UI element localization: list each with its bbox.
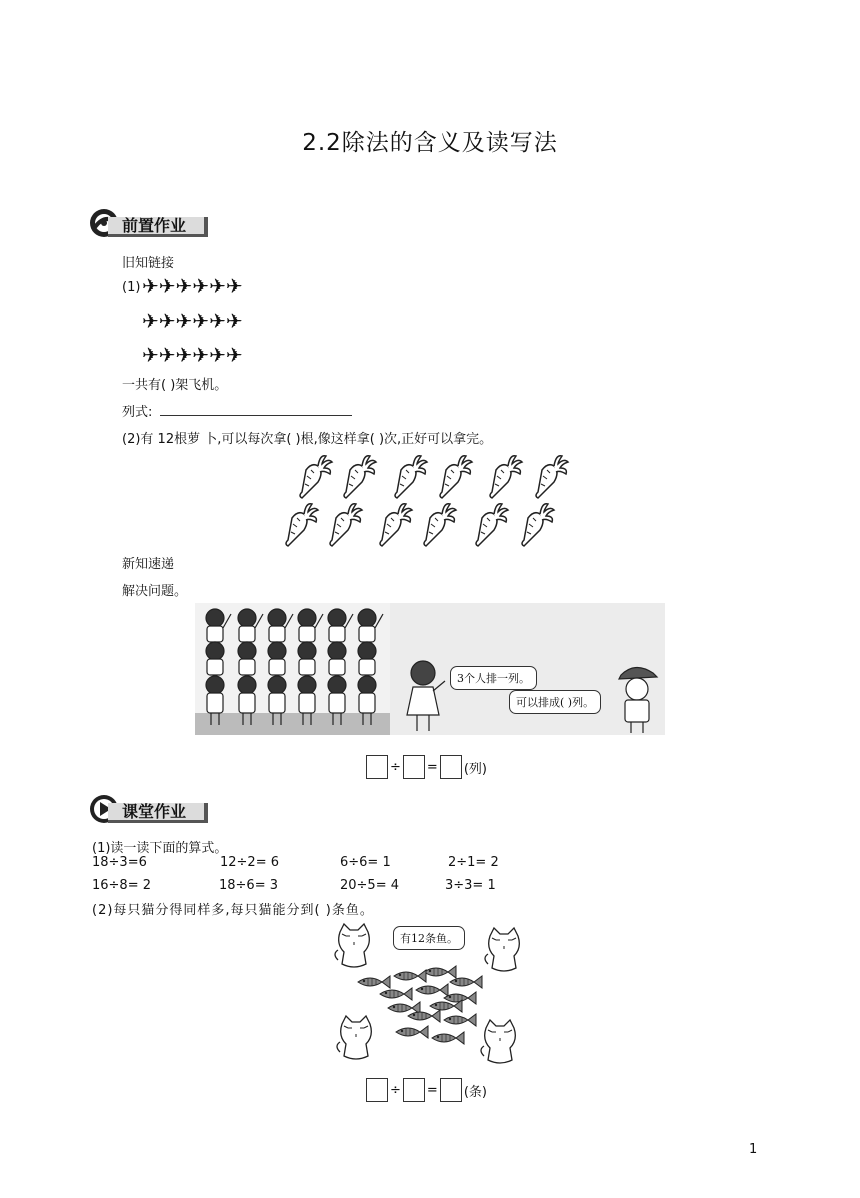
carrot-icon <box>490 456 522 498</box>
equation-unit: (条) <box>463 1084 487 1100</box>
expression: 6÷6= 1 <box>340 855 391 870</box>
fish-icon <box>394 970 426 982</box>
old-knowledge-heading: 旧知链接 <box>122 256 175 271</box>
cat-icon <box>335 924 369 967</box>
carrot-icon <box>395 456 427 498</box>
fish-icon <box>416 984 448 996</box>
divide-sign: ÷ <box>390 1082 401 1098</box>
children-illustration <box>195 603 665 738</box>
section-header-class-label: 课堂作业 <box>122 802 187 821</box>
q2-text: (2)有 12根萝 卜,可以每次拿( )根,像这样拿( )次,正好可以拿完。 <box>122 432 493 447</box>
expression: 2÷1= 2 <box>448 855 499 870</box>
classwork-q1-title: (1)读一读下面的算式。 <box>92 841 228 856</box>
carrot-icon <box>522 504 554 546</box>
fish-icon <box>358 976 390 988</box>
carrot-icon <box>536 456 568 498</box>
q1-answer-text: 一共有( )架飞机。 <box>122 378 228 393</box>
carrot-icon <box>286 504 318 546</box>
carrot-icon <box>476 504 508 546</box>
plane-icon: ✈ <box>142 274 159 298</box>
plane-icon: ✈ <box>225 274 243 298</box>
page-number: 1 <box>749 1142 758 1157</box>
new-knowledge-task: 解决问题。 <box>122 584 188 599</box>
plane-icon: ✈ <box>142 309 159 333</box>
carrot-icon <box>300 456 332 498</box>
speech-bubble-fish: 有12条鱼。 <box>393 926 465 950</box>
answer-box-quotient[interactable] <box>440 1078 462 1102</box>
formula-label: 列式: <box>122 405 153 420</box>
divide-sign: ÷ <box>390 759 401 775</box>
equation-fish <box>366 1078 487 1102</box>
plane-row <box>142 311 243 331</box>
section-header-class <box>88 793 218 827</box>
q1-prefix: (1) <box>122 280 141 295</box>
cat-icon <box>481 1020 515 1063</box>
fish-icon <box>444 1014 476 1026</box>
fish-icon <box>424 966 456 978</box>
answer-box-quotient[interactable] <box>440 755 462 779</box>
plane-icon: ✈ <box>175 309 193 333</box>
plane-icon: ✈ <box>192 274 210 298</box>
plane-icon: ✈ <box>158 309 176 333</box>
section-header-pre-label: 前置作业 <box>122 216 187 235</box>
answer-box-divisor[interactable] <box>403 1078 425 1102</box>
plane-row <box>142 345 243 365</box>
plane-icon: ✈ <box>158 343 176 367</box>
expression: 3÷3= 1 <box>445 878 496 893</box>
formula-answer-line[interactable] <box>160 414 352 416</box>
carrots-illustration <box>280 450 600 550</box>
answer-box-dividend[interactable] <box>366 1078 388 1102</box>
fish-icon <box>450 976 482 988</box>
plane-icon: ✈ <box>225 309 243 333</box>
fish-icon <box>432 1032 464 1044</box>
fish-icon <box>408 1010 440 1022</box>
expression: 20÷5= 4 <box>340 878 400 893</box>
page-title: 2.2除法的含义及读写法 <box>302 130 558 156</box>
fish-icon <box>380 988 412 1000</box>
plane-icon: ✈ <box>209 343 226 367</box>
carrot-icon <box>330 504 362 546</box>
equals-sign: = <box>426 1082 438 1098</box>
cat-icon <box>485 928 519 971</box>
classwork-q2-text: (2)每只猫分得同样多,每只猫能分到( )条鱼。 <box>92 903 374 918</box>
plane-row <box>142 276 243 296</box>
new-knowledge-heading: 新知速递 <box>122 557 175 572</box>
plane-icon: ✈ <box>225 343 243 367</box>
plane-icon: ✈ <box>158 274 176 298</box>
plane-icon: ✈ <box>192 309 210 333</box>
answer-box-divisor[interactable] <box>403 755 425 779</box>
cat-icon <box>337 1016 371 1059</box>
plane-icon: ✈ <box>192 343 210 367</box>
expression: 18÷3=6 <box>92 855 147 870</box>
equation-columns <box>366 755 487 779</box>
plane-icon: ✈ <box>175 274 193 298</box>
expression: 12÷2= 6 <box>220 855 280 870</box>
plane-icon: ✈ <box>175 343 193 367</box>
carrot-icon <box>344 456 376 498</box>
equation-unit: (列) <box>463 761 487 777</box>
carrot-icon <box>380 504 412 546</box>
expression: 16÷8= 2 <box>92 878 152 893</box>
expression: 18÷6= 3 <box>219 878 279 893</box>
speech-bubble-boy: 可以排成( )列。 <box>509 690 601 714</box>
equals-sign: = <box>426 759 438 775</box>
plane-icon: ✈ <box>209 309 226 333</box>
carrot-icon <box>440 456 472 498</box>
speech-bubble-girl: 3个人排一列。 <box>450 666 537 690</box>
carrot-icon <box>424 504 456 546</box>
section-header-pre <box>88 207 218 241</box>
plane-icon: ✈ <box>209 274 226 298</box>
fish-icon <box>396 1026 428 1038</box>
answer-box-dividend[interactable] <box>366 755 388 779</box>
plane-icon: ✈ <box>142 343 159 367</box>
